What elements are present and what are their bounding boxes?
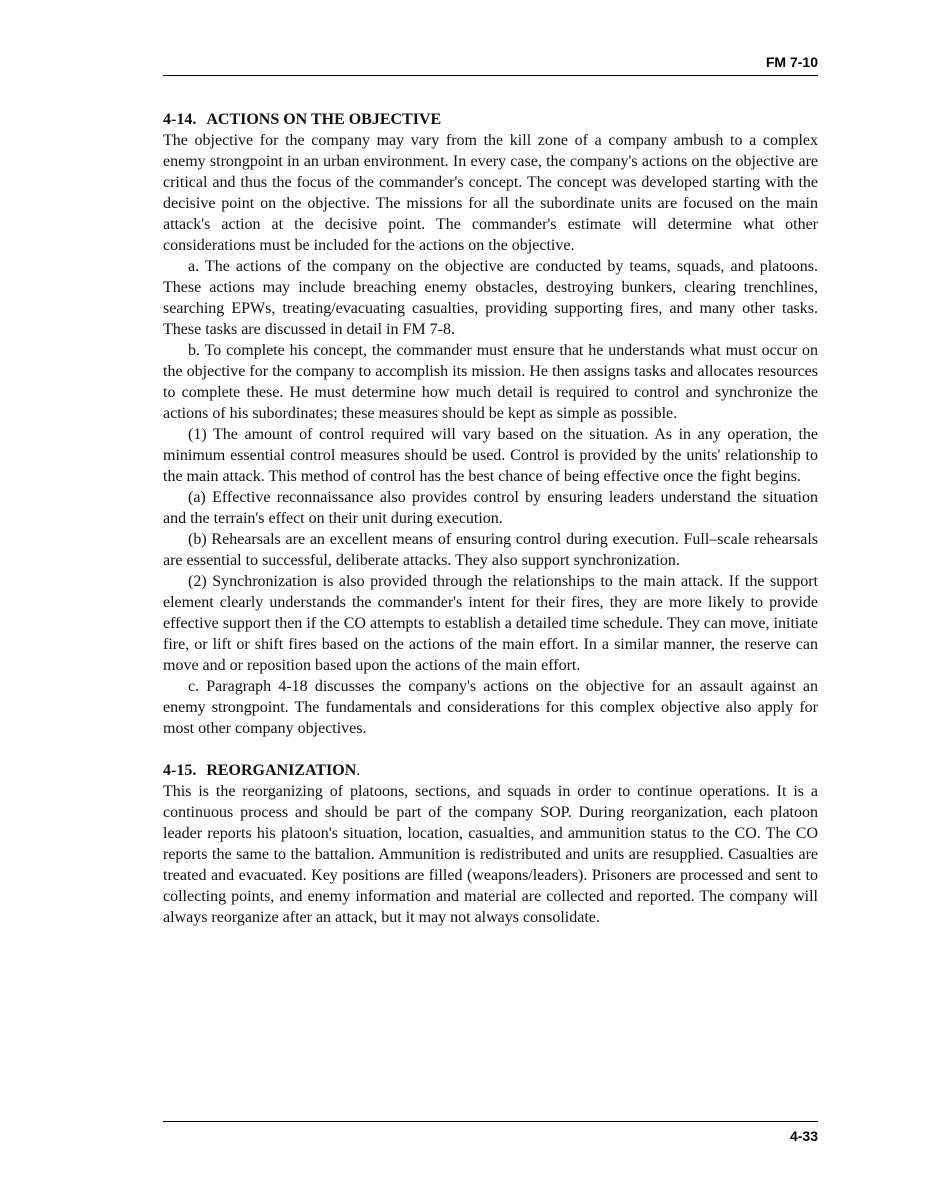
manual-id-header: FM 7-10 — [765, 54, 818, 70]
footer-rule — [163, 1121, 818, 1122]
paragraph-b-1-b: (b) Rehearsals are an excellent means of ensuring control during execution. Full–scale rehearsals are essential to successful, deliberate attacks. They also support synchronization. — [163, 531, 818, 569]
paragraph-c: c. Paragraph 4-18 discusses the company's actions on the objective for an assault against an enemy strongpoint. The fundamentals and considerations for this complex objective also apply for most other company objectives. — [163, 678, 818, 737]
paragraph-reorganization: This is the reorganizing of platoons, sections, and squads in order to continue operations. It is a continuous process and should be part of the company SOP. During reorganization, each platoon leader reports his platoon's situation, location, casualties, and ammunition status to the CO. The CO reports the same to the battalion. Ammunition is redistributed and units are resupplied. Casualties are treated and evacuated. Key positions are filled (weapons/leaders). Prisoners are processed and sent to collecting points, and enemy information and material are collected and reported. The company will always reorganize after an attack, but it may not always consolidate. — [163, 783, 818, 926]
paragraph-b-2: (2) Synchronization is also provided through the relationships to the main attack. If the support element clearly understands the commander's intent for their fires, they are more likely to provide effective support then if the CO attempts to establish a detailed time schedule. They can move, initiate fire, or lift or shift fires based on the actions of the main effort. In a similar manner, the reserve can move and or reposition based upon the actions of the main effort. — [163, 573, 818, 674]
section-title-suffix: . — [356, 762, 361, 779]
paragraph-intro: The objective for the company may vary from the kill zone of a company ambush to a complex enemy strongpoint in an urban environment. In every case, the company's actions on the objective are critical and thus the focus of the commander's concept. The concept was developed starting with the decisive point on the objective. The missions for all the subordinate units are focused on the main attack's action at the decisive point. The commander's estimate will determine what other considerations must be included for the actions on the objective. — [163, 132, 818, 254]
section-title: ACTIONS ON THE OBJECTIVE — [206, 111, 442, 128]
paragraph-a: a. The actions of the company on the objective are conducted by teams, squads, and platoons. These actions may include breaching enemy obstacles, destroying bunkers, clearing trenchlines, searching EPWs, treating/evacuating casualties, providing supporting fires, and many other tasks. These tasks are discussed in detail in FM 7-8. — [163, 258, 818, 338]
header-rule — [163, 75, 818, 76]
section-title: REORGANIZATION — [206, 762, 357, 779]
section-spacer — [163, 739, 818, 760]
page-number-footer: 4-33 — [789, 1128, 818, 1144]
paragraph-b: b. To complete his concept, the commander must ensure that he understands what must occur on the objective for the company to accomplish its mission. He then assigns tasks and allocates resources to complete these. He must determine how much detail is required to control and synchronize the actions of his subordinates; these measures should be kept as simple as possible. — [163, 342, 818, 422]
page-body — [163, 109, 818, 928]
section-number: 4-14. — [163, 111, 197, 128]
section-heading — [163, 760, 818, 781]
section-reorganization — [163, 760, 818, 928]
paragraph-b-1: (1) The amount of control required will vary based on the situation. As in any operation, the minimum essential control measures should be used. Control is provided by the units' relationship to the main attack. This method of control has the best chance of being effective once the fight begins. — [163, 426, 818, 485]
paragraph-b-1-a: (a) Effective reconnaissance also provides control by ensuring leaders understand the situation and the terrain's effect on their unit during execution. — [163, 489, 818, 527]
section-heading — [163, 109, 818, 130]
section-actions-on-objective — [163, 109, 818, 739]
section-number: 4-15. — [163, 762, 197, 779]
